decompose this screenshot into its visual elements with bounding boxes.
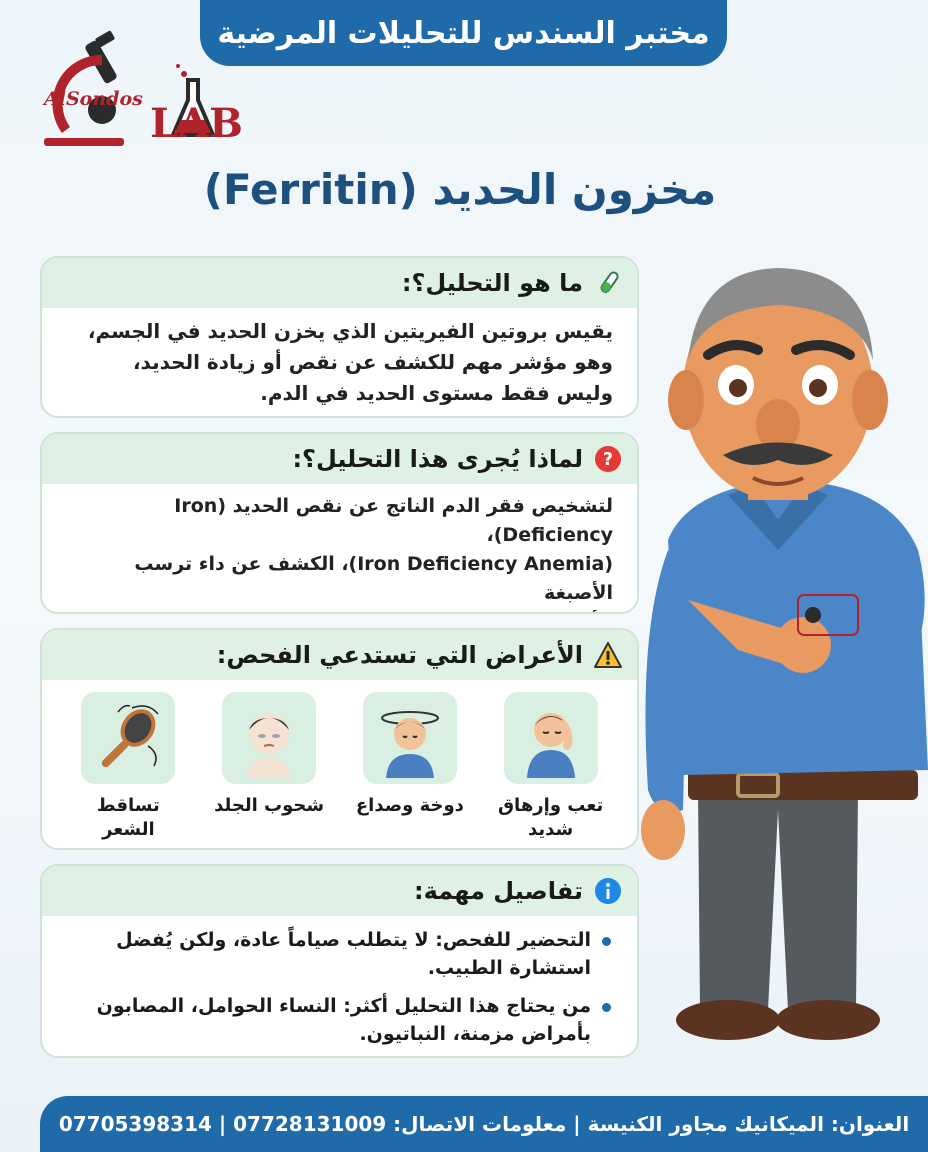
why-test-header [42, 434, 637, 484]
symptom-item [350, 692, 470, 842]
what-is-test-card [40, 256, 639, 418]
symptom-label: تساقط الشعر [96, 795, 160, 840]
tired-person-icon [504, 692, 598, 784]
test-tube-icon [593, 268, 623, 298]
why-line: (Iron Deficiency Anemia)، الكشف عن داء ترسب الأصبغة [134, 553, 613, 604]
why-line: لتشخيص فقر الدم الناتج عن نقص الحديد (Iron Deficiency)، [174, 495, 613, 546]
what-line: وهو مؤشر مهم للكشف عن نقص أو زيادة الحديد، [132, 350, 613, 374]
logo-script-text: AlSondos [44, 88, 143, 110]
symptom-item [209, 692, 329, 842]
pale-face-icon [222, 692, 316, 784]
symptom-label: دوخة وصداع [355, 795, 464, 816]
what-is-test-body [42, 308, 637, 418]
what-line: يقيس بروتين الفيريتين الذي يخزن الحديد في الجسم، [87, 319, 613, 343]
symptom-label: تعب وإرهاق شديد [497, 795, 604, 840]
why-test-heading: لماذا يُجرى هذا التحليل؟: [292, 445, 583, 473]
what-is-test-header [42, 258, 637, 308]
svg-text:?: ? [602, 449, 614, 470]
symptom-item [68, 692, 188, 842]
symptoms-heading: الأعراض التي تستدعي الفحص: [216, 641, 583, 669]
footer-text: العنوان: الميكانيك مجاور الكنيسة | معلومات الاتصال: 07728131009 | 07705398314 [58, 1112, 910, 1136]
symptom-item [491, 692, 611, 842]
lab-name: مختبر السندس للتحليلات المرضية [217, 15, 710, 51]
top-banner [200, 0, 727, 66]
info-icon [593, 876, 623, 906]
why-test-body [42, 484, 637, 614]
logo-lab-text: LAB [150, 100, 243, 147]
symptom-label: شحوب الجلد [214, 795, 325, 816]
detail-item: التحضير للفحص: لا يتطلب صياماً عادة، ولكن يُفضل استشارة الطبيب. [66, 926, 613, 982]
why-test-card [40, 432, 639, 614]
details-card [40, 864, 639, 1058]
symptoms-list [42, 680, 637, 842]
what-is-test-heading: ما هو التحليل؟: [401, 269, 583, 297]
hair-brush-icon [81, 692, 175, 784]
warning-icon [593, 640, 623, 670]
symptoms-header [42, 630, 637, 680]
symptoms-card [40, 628, 639, 850]
what-line: وليس فقط مستوى الحديد في الدم. [260, 381, 613, 405]
pointing-man-illustration [628, 250, 928, 1080]
why-line [66, 608, 613, 614]
details-heading: تفاصيل مهمة: [413, 877, 583, 905]
question-mark-icon [593, 444, 623, 474]
details-header [42, 866, 637, 916]
page-title: مخزون الحديد (Ferritin) [203, 165, 717, 214]
detail-item: من يحتاج هذا التحليل أكثر: النساء الحوامل، المصابون بأمراض مزمنة، النباتيون. [66, 992, 613, 1048]
details-list [42, 916, 637, 1048]
dizzy-person-icon [363, 692, 457, 784]
footer-contact [40, 1096, 928, 1152]
